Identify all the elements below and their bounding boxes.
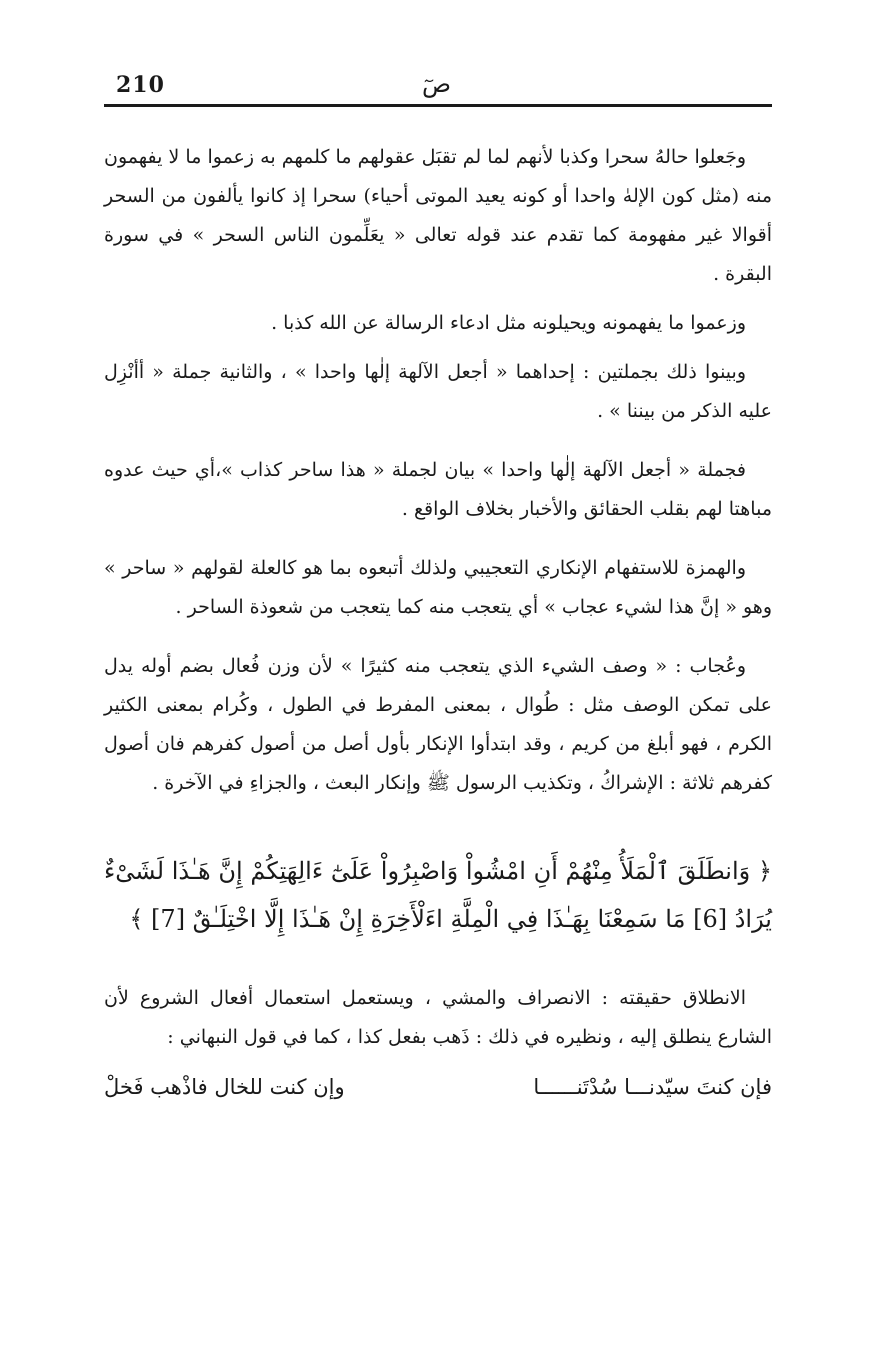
page-header xyxy=(104,62,772,107)
poetry-second-hemistich: وإن كنت للخال فاذْهب فَخلْ xyxy=(104,1075,345,1099)
paragraph: وعُجاب : « وصف الشيء الذي يتعجب منه كثيرًا » لأن وزن فُعال بضم أوله يدل على تمكن الوصف مثل : طُوال ، بمعنى المفرط في الطول ، وكُرام بمعنى الكثير الكرم ، فهو أبلغ من كريم ، وقد ابتدأوا الإنكار بأول أصل من أصول كفرهم فان أصول كفرهم ثلاثة : الإشراكُ ، وتكذيب الرسول ﷺ وإنكار البعث ، والجزاءِ في الآخرة . xyxy=(104,655,772,794)
paragraph: وبينوا ذلك بجملتين : إحداهما « أجعل الآلهة إلٰها واحدا » ، والثانية جملة « أأنْزِل عليه الذكر من بيننا » . xyxy=(104,361,772,422)
verse-close-bracket: ﴾ xyxy=(129,905,144,933)
paragraph: وزعموا ما يفهمونه ويحيلونه مثل ادعاء الرسالة عن الله كذبا . xyxy=(271,312,746,334)
paragraph: فجملة « أجعل الآلهة إلٰها واحدا » بيان لجملة « هذا ساحر كذاب »،أي حيث عدوه مباهتا لهم بقلب الحقائق والأخبار بخلاف الواقع . xyxy=(104,459,772,520)
poetry-first-hemistich: فإن كنتَ سيّدنـــا سُدْتَنــــــا xyxy=(533,1075,772,1099)
page-number: 210 xyxy=(116,72,165,98)
paragraph: والهمزة للاستفهام الإنكاري التعجيبي ولذلك أتبعوه بما هو كالعلة لقولهم « ساحر » وهو « إنَّ هذا لشيء عجاب » أي يتعجب منه كما يتعجب من شعوذة الساحر . xyxy=(104,557,772,618)
verse-open-bracket: ﴿ xyxy=(757,857,772,885)
verse-text: وَانطَلَقَ ٱلْمَلَأُ مِنْهُمْ أَنِ امْشُواْ وَاصْبِرُواْ عَلَىٰٓ ءَالِهَتِكُمْ إِنَّ هَـٰذَا لَشَىْءٌ يُرَادُ [6] مَا سَمِعْنَا بِهَـٰذَا فِي الْمِلَّةِ اءَلْأَخِرَةِ إِنْ هَـٰذَا إِلَّا اخْتِلَـٰقٌ [7] xyxy=(104,857,772,933)
poetry-verse xyxy=(104,1067,772,1107)
quran-verse xyxy=(104,847,772,943)
paragraph: وجَعلوا حالهُ سحرا وكذبا لأنهم لما لم تقبَل عقولهم ما كلمهم به زعموا ما لا يفهمون منه (مثل كون الإلهٰ واحدا أو كونه يعيد الموتى أحياء) سحرا إذ كانوا يألفون من السحر أقوالا غير مفهومة كما تقدم عند قوله تعالى « يعَلِّمون الناس السحر » في سورة البقرة . xyxy=(104,146,772,285)
explanation-paragraph: الانطلاق حقيقته : الانصراف والمشي ، ويستعمل استعمال أفعال الشروع لأن الشارع ينطلق إليه ، ونظيره في ذلك : ذَهب بفعل كذا ، كما في قول النبهاني : xyxy=(104,987,772,1048)
surah-mark: صٓ xyxy=(422,70,452,98)
page-body xyxy=(104,138,772,1107)
